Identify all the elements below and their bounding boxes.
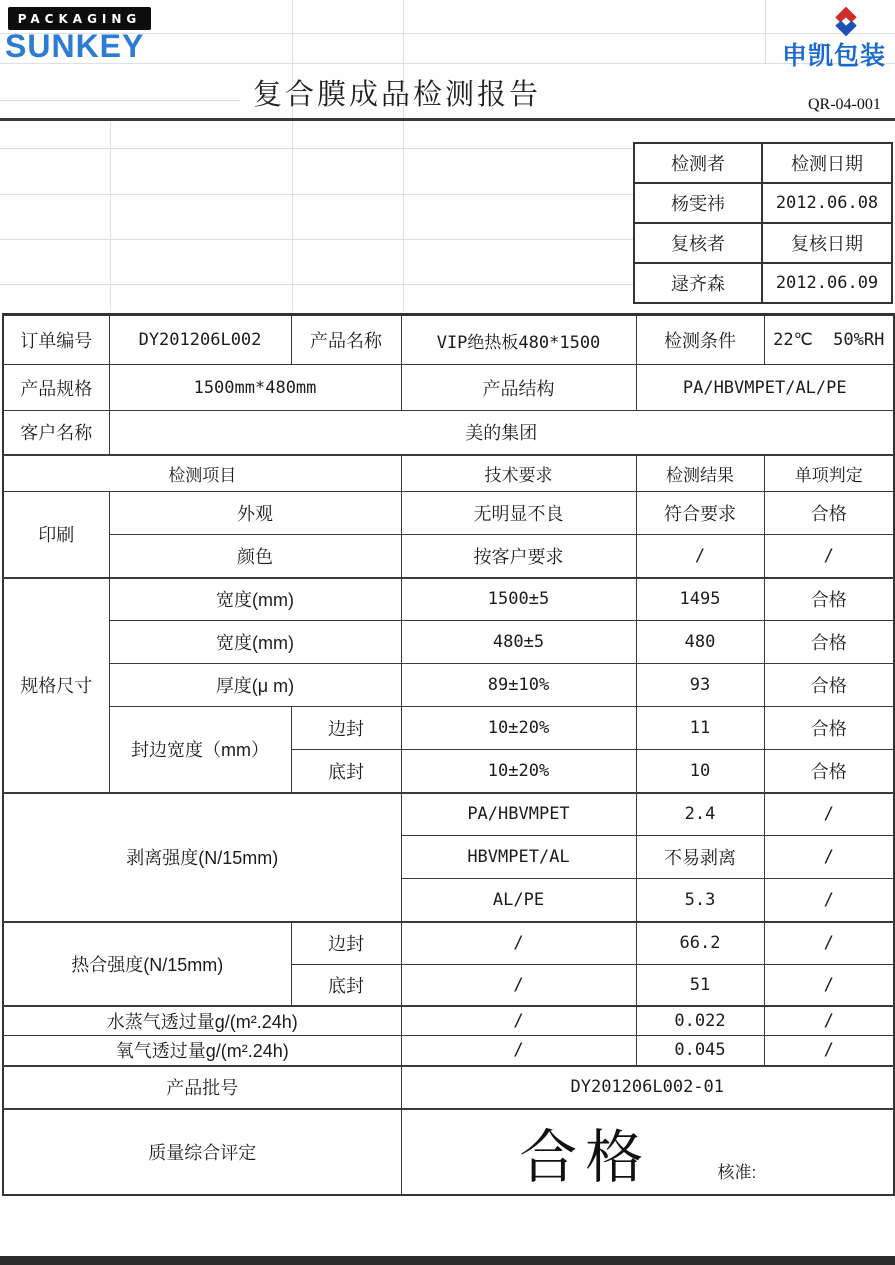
heat-side-row: [3, 922, 894, 965]
condition-label: 检测条件: [636, 315, 764, 365]
table-row: [634, 143, 892, 183]
header-result: 检测结果: [636, 455, 764, 492]
req-cell: /: [401, 922, 636, 965]
overall-rating-row: [3, 1109, 894, 1195]
spec-label: 产品规格: [3, 365, 109, 411]
heat-group-label: 热合强度(N/15mm): [3, 922, 291, 1006]
batch-row: [3, 1066, 894, 1109]
packaging-logo-text: PACKAGING: [17, 11, 142, 26]
width1-row: [3, 578, 894, 621]
judge-cell: 合格: [764, 492, 894, 535]
review-date-value: 2012.06.09: [762, 263, 892, 303]
judge-cell: /: [764, 1036, 894, 1066]
review-date-label: 复核日期: [762, 223, 892, 263]
order-no-label: 订单编号: [3, 315, 109, 365]
judge-cell: 合格: [764, 578, 894, 621]
header-requirement: 技术要求: [401, 455, 636, 492]
table-row: [634, 263, 892, 303]
approve-label: 核准:: [717, 1162, 757, 1182]
product-name-value: VIP绝热板480*1500: [401, 315, 636, 365]
report-title: 复合膜成品检测报告: [252, 79, 541, 111]
sunkey-logo-text: SUNKEY: [5, 28, 145, 64]
req-cell: 89±10%: [401, 664, 636, 707]
overall-rating-value: 合格: [519, 1124, 652, 1190]
req-cell: /: [401, 1006, 636, 1036]
gridline: [0, 284, 633, 285]
gridline: [0, 148, 633, 149]
result-cell: 不易剥离: [636, 836, 764, 879]
result-cell: 66.2: [636, 922, 764, 965]
item-cell: 宽度(mm): [109, 578, 401, 621]
judge-cell: 合格: [764, 664, 894, 707]
sheet-bottom-edge: [0, 1256, 895, 1265]
side-seal-row: [3, 707, 894, 750]
reviewer-label: 复核者: [634, 223, 762, 263]
condition-value: 22℃ 50%RH: [764, 315, 894, 365]
judge-cell: /: [764, 922, 894, 965]
batch-label: 产品批号: [3, 1066, 401, 1109]
judge-cell: /: [764, 965, 894, 1006]
test-report-table: [2, 313, 895, 1196]
table-row: [634, 223, 892, 263]
sunkey-diamond-icon: [823, 5, 869, 38]
spec-info-row: [3, 365, 894, 411]
result-cell: 符合要求: [636, 492, 764, 535]
judge-cell: /: [764, 535, 894, 578]
seal-width-label: 封边宽度（mm）: [109, 707, 291, 793]
reviewer-name: 逯齐森: [634, 263, 762, 303]
result-cell: 10: [636, 750, 764, 793]
result-cell: 1495: [636, 578, 764, 621]
printing-appearance-row: [3, 492, 894, 535]
structure-value: PA/HBVMPET/AL/PE: [636, 365, 894, 411]
doc-code: QR-04-001: [808, 96, 881, 113]
peel-row-1: [3, 793, 894, 836]
item-cell: 外观: [109, 492, 401, 535]
item-cell: AL/PE: [401, 879, 636, 922]
result-cell: 51: [636, 965, 764, 1006]
req-cell: /: [401, 1036, 636, 1066]
inspection-info-table: [633, 142, 893, 304]
spec-value: 1500mm*480mm: [109, 365, 401, 411]
otr-label: 氧气透过量g/(m².24h): [3, 1036, 401, 1066]
wvtr-row: [3, 1006, 894, 1036]
req-cell: 10±20%: [401, 707, 636, 750]
req-cell: /: [401, 965, 636, 1006]
batch-value: DY201206L002-01: [401, 1066, 894, 1109]
customer-row: [3, 411, 894, 455]
order-info-row: [3, 315, 894, 365]
result-cell: 0.045: [636, 1036, 764, 1066]
product-name-label: 产品名称: [291, 315, 401, 365]
item-cell: HBVMPET/AL: [401, 836, 636, 879]
dimensions-group-label: 规格尺寸: [3, 578, 109, 793]
req-cell: 1500±5: [401, 578, 636, 621]
item-cell: 颜色: [109, 535, 401, 578]
printing-color-row: [3, 535, 894, 578]
judge-cell: 合格: [764, 621, 894, 664]
inspector-label: 检测者: [634, 143, 762, 183]
table-row: [634, 183, 892, 223]
req-cell: 按客户要求: [401, 535, 636, 578]
item-cell: 边封: [291, 922, 401, 965]
req-cell: 10±20%: [401, 750, 636, 793]
header-judgment: 单项判定: [764, 455, 894, 492]
item-cell: 底封: [291, 750, 401, 793]
structure-label: 产品结构: [401, 365, 636, 411]
header-item: 检测项目: [3, 455, 401, 492]
printing-group-label: 印刷: [3, 492, 109, 578]
item-cell: 底封: [291, 965, 401, 1006]
wvtr-label: 水蒸气透过量g/(m².24h): [3, 1006, 401, 1036]
result-cell: 5.3: [636, 879, 764, 922]
peel-group-label: 剥离强度(N/15mm): [3, 793, 401, 922]
judge-cell: 合格: [764, 707, 894, 750]
overall-value-cell: [401, 1109, 894, 1195]
width2-row: [3, 621, 894, 664]
gridline: [0, 194, 633, 195]
customer-label: 客户名称: [3, 411, 109, 455]
gridline: [765, 0, 766, 63]
packaging-logo: [8, 7, 151, 30]
result-cell: /: [636, 535, 764, 578]
result-cell: 93: [636, 664, 764, 707]
inspect-date-value: 2012.06.08: [762, 183, 892, 223]
inspect-date-label: 检测日期: [762, 143, 892, 183]
judge-cell: /: [764, 879, 894, 922]
gridline: [110, 121, 111, 311]
judge-cell: /: [764, 1006, 894, 1036]
req-cell: 480±5: [401, 621, 636, 664]
item-cell: PA/HBVMPET: [401, 793, 636, 836]
thickness-row: [3, 664, 894, 707]
judge-cell: /: [764, 793, 894, 836]
gridline: [292, 121, 293, 311]
gridline: [403, 121, 404, 311]
brand-name-cn: 申凯包装: [781, 42, 886, 70]
gridline: [0, 239, 633, 240]
title-divider: [0, 118, 895, 121]
judge-cell: /: [764, 836, 894, 879]
result-cell: 0.022: [636, 1006, 764, 1036]
otr-row: [3, 1036, 894, 1066]
judge-cell: 合格: [764, 750, 894, 793]
overall-label: 质量综合评定: [3, 1109, 401, 1195]
item-cell: 宽度(mm): [109, 621, 401, 664]
inspector-name: 杨雯祎: [634, 183, 762, 223]
order-no-value: DY201206L002: [109, 315, 291, 365]
customer-value: 美的集团: [109, 411, 894, 455]
result-cell: 2.4: [636, 793, 764, 836]
result-cell: 11: [636, 707, 764, 750]
item-cell: 边封: [291, 707, 401, 750]
req-cell: 无明显不良: [401, 492, 636, 535]
result-cell: 480: [636, 621, 764, 664]
item-cell: 厚度(μ m): [109, 664, 401, 707]
column-header-row: [3, 455, 894, 492]
